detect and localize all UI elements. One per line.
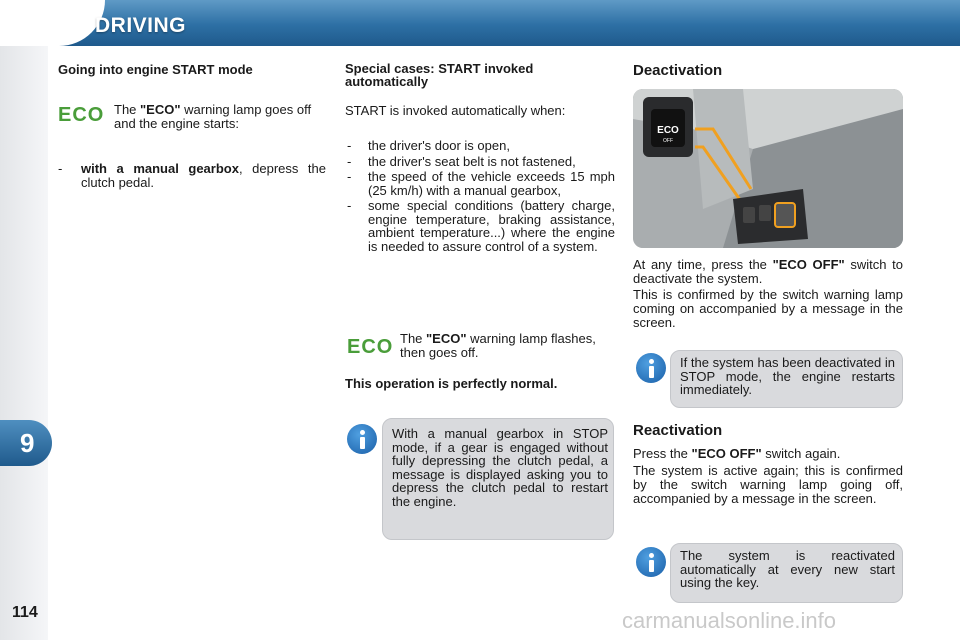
col2-heading: Special cases: START invoked automatically (345, 61, 534, 89)
left-margin-strip (0, 46, 48, 640)
list-item: - the speed of the vehicle exceeds 15 mph (25 km/h) with a manual gearbox, (345, 170, 615, 197)
col1-lamp-text: The "ECO" warning lamp goes off and the engine starts: (114, 102, 312, 131)
col1-heading: Going into engine START mode (58, 62, 253, 77)
page-title: DRIVING (95, 14, 187, 37)
list-item: - the driver's door is open, (345, 139, 615, 153)
chapter-number: 9 (20, 428, 35, 458)
reactivation-confirm-text: The system is active again; this is confirmed by the switch warning lamp going off, accompanied by a message in the screen. (633, 463, 903, 506)
reactivation-heading: Reactivation (633, 422, 723, 439)
info-box-reactivated-text: The system is reactivated automatically at every new start using the key. (680, 548, 895, 590)
col2-lamp-text: The "ECO" warning lamp flashes, then goes off. (400, 331, 596, 360)
watermark: carmanualsonline.info (622, 608, 837, 633)
info-box-stop-mode-text: If the system has been deactivated in STOP mode, the engine restarts immediately. (680, 355, 895, 397)
photo-off-label: OFF (663, 138, 673, 144)
reactivation-text: Press the "ECO OFF" switch again. (633, 446, 841, 461)
deactivation-text: At any time, press the "ECO OFF" switch to deactivate the system. (633, 257, 903, 286)
col1-bullet-dash: - (58, 161, 63, 176)
info-icon (636, 353, 666, 383)
deactivation-heading: Deactivation (633, 62, 723, 79)
col1-bullet-text: with a manual gearbox, depress the clutch pedal. (81, 161, 326, 190)
photo-eco-label: ECO (657, 125, 679, 136)
eco-warning-lamp-icon: ECO (58, 104, 105, 126)
col2-conditions-list (345, 139, 615, 255)
deactivation-confirm-text: This is confirmed by the switch warning lamp coming on accompanied by a message in the screen. (633, 287, 903, 330)
page-number: 114 (12, 604, 38, 621)
list-item: - some special conditions (battery charge, engine temperature, braking assistance, ambient temperature...) where the engine is needed to assure control of a system. (345, 199, 615, 253)
eco-off-switch-photo (633, 89, 903, 248)
col2-normal-note: This operation is perfectly normal. (345, 376, 558, 391)
info-box-manual-gearbox-text: With a manual gearbox in STOP mode, if a gear is engaged without fully depressing the clutch pedal, a message is displayed asking you to depress the clutch pedal to restart the engine. (392, 426, 608, 509)
info-icon (636, 547, 666, 577)
list-item: - the driver's seat belt is not fastened, (345, 155, 615, 169)
eco-warning-lamp-icon: ECO (347, 336, 394, 358)
info-icon (347, 424, 377, 454)
col2-intro: START is invoked automatically when: (345, 103, 566, 118)
